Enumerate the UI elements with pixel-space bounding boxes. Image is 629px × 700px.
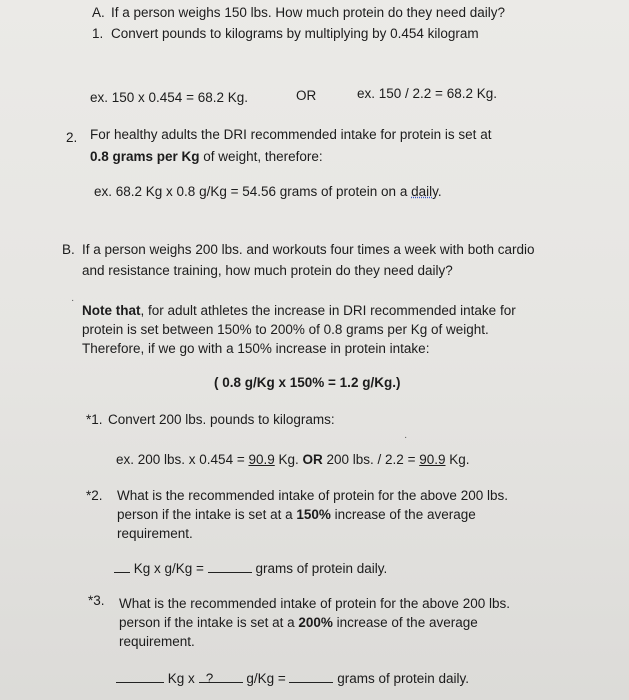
q3-kg-blank[interactable] [116,670,164,683]
example-divide: ex. 150 / 2.2 = 68.2 Kg. [357,86,497,101]
part-a-step2-line1: For healthy adults the DRI recommended intake for protein is set at [90,127,492,142]
question2-line2 [117,506,476,523]
question2-fill-row [114,560,387,577]
q2-fill-b: grams of protein daily. [255,561,388,576]
q2-line2-a: person if the intake is set at a [117,507,297,522]
part-b-question-line1: If a person weighs 200 lbs. and workouts four times a week with both cardio [82,242,535,257]
q3-question-mark: ? [205,671,214,686]
question3-line1: What is the recommended intake of protein for the above 200 lbs. [119,596,510,611]
q3-multiplier-blank[interactable] [199,670,221,686]
q3-result-blank[interactable] [289,670,333,683]
example-multiply: ex. 150 x 0.454 = 68.2 Kg. [90,90,248,105]
question2-line3: requirement. [117,526,193,541]
q1-or: OR [302,452,323,467]
q3-line2-b: increase of the average [332,615,478,630]
or-label: OR [296,88,317,103]
q1-value-1: 90.9 [248,452,275,467]
part-a-step2-number: 2. [66,130,78,145]
q3-multiplier-blank-tail [221,670,243,683]
q1-ex-b: Kg. [274,452,303,467]
part-a-step1-number: 1. [92,26,104,41]
q2-percent-bold: 150% [296,507,331,522]
note-that-bold: Note that [82,303,141,318]
dri-bold-value: 0.8 grams per Kg [90,149,200,164]
daily-word: daily [411,184,438,199]
question3-fill-row [116,670,469,687]
q1-ex-c: 200 lbs. / 2.2 = [322,452,420,467]
part-b-letter: B. [62,242,75,257]
question3-number: *3. [88,593,105,608]
formula-150-percent: ( 0.8 g/Kg x 150% = 1.2 g/Kg.) [214,375,401,390]
question1-text: Convert 200 lbs. pounds to kilograms: [108,412,335,427]
part-a-step2-line2 [90,148,323,165]
example-period: . [437,184,442,199]
question3-line2 [119,614,478,631]
question2-line1: What is the recommended intake of protein for the above 200 lbs. [117,488,508,503]
note-line2: protein is set between 150% to 200% of 0.8 grams per Kg of weight. [82,322,489,337]
q1-ex-d: Kg. [445,452,470,467]
q3-gkg: g/Kg = [246,671,286,686]
q1-ex-a: ex. 200 lbs. x 0.454 = [116,452,249,467]
example-protein-calc [94,183,442,200]
q3-line2-a: person if the intake is set at a [119,615,299,630]
q2-result-blank[interactable] [208,560,252,573]
note-line1-rest: , for adult athletes the increase in DRI recommended intake for [140,303,516,318]
q3-percent-bold: 200% [298,615,333,630]
question1-example [116,451,470,468]
pen-mark: · [404,432,408,443]
q1-value-2: 90.9 [419,452,446,467]
dri-line2-rest: of weight, therefore: [199,149,323,164]
question1-number: *1. [86,412,103,427]
note-line3: Therefore, if we go with a 150% increase in protein intake: [82,341,430,356]
q3-kgx: Kg x [167,671,195,686]
q2-kg-blank[interactable] [114,560,130,573]
pen-mark: · [71,295,75,306]
part-a-question: If a person weighs 150 lbs. How much protein do they need daily? [111,5,505,20]
part-a-step1-text: Convert pounds to kilograms by multiplying by 0.454 kilogram [111,26,479,41]
q2-line2-b: increase of the average [330,507,476,522]
part-a-letter: A. [92,5,105,20]
question3-line3: requirement. [119,634,195,649]
note-line1 [82,302,516,319]
example-protein-calc-prefix: ex. 68.2 Kg x 0.8 g/Kg = 54.56 grams of protein on a [94,184,412,199]
question2-number: *2. [86,488,103,503]
q2-fill-a: Kg x g/Kg = [133,561,204,576]
part-b-question-line2: and resistance training, how much protein do they need daily? [82,263,453,278]
q3-end: grams of protein daily. [337,671,470,686]
